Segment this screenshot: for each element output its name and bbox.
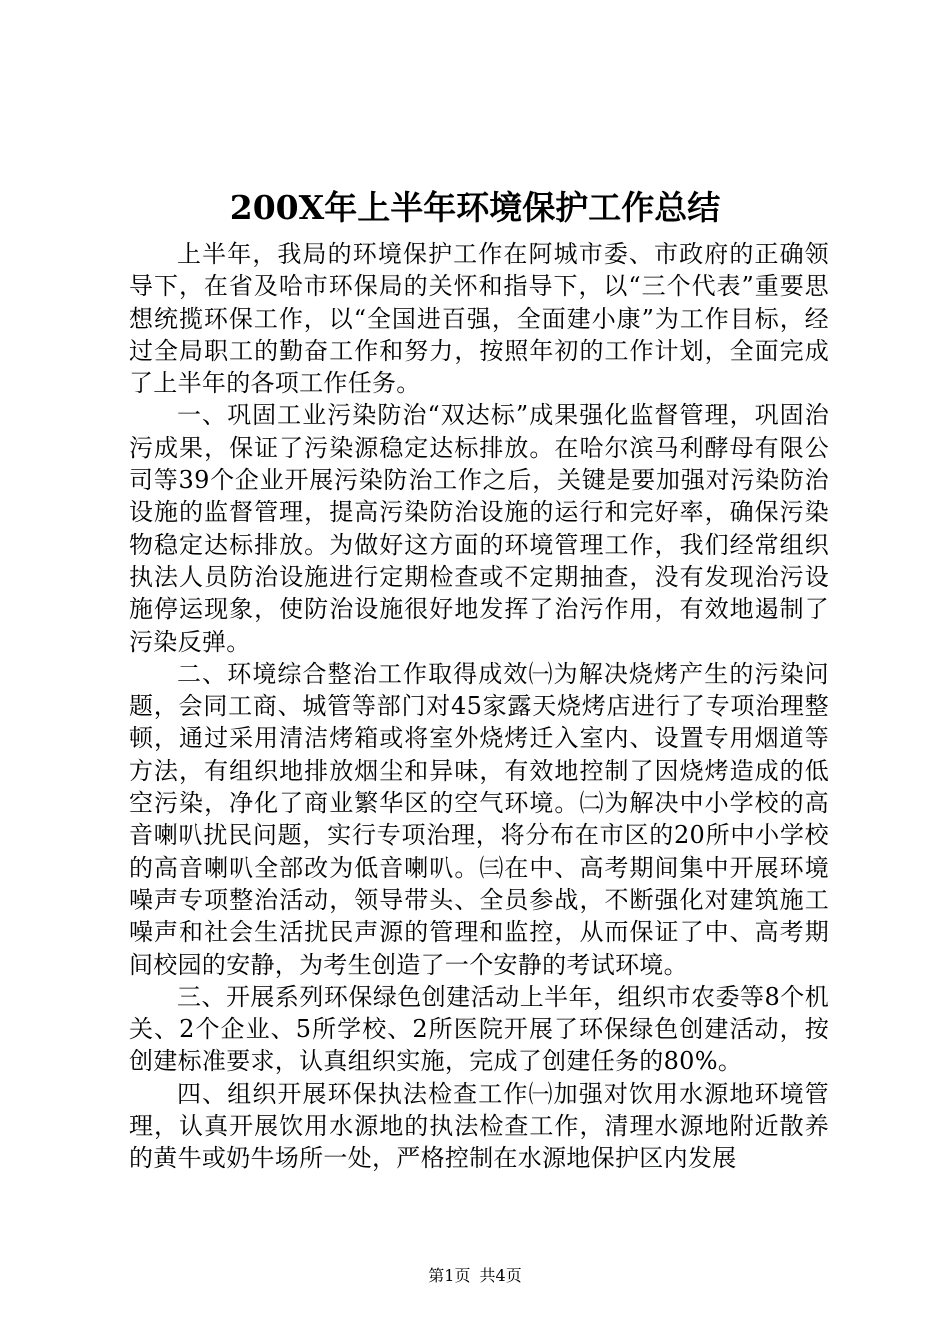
paragraph-section-3: 三、开展系列环保绿色创建活动上半年，组织市农委等8个机关、2个企业、5所学校、2所医院开展了环保绿色创建活动，按创建标准要求，认真组织实施，完成了创建任务的80%。 xyxy=(129,982,829,1076)
document-title: 200X年上半年环境保护工作总结 xyxy=(229,188,721,227)
paragraph-section-4: 四、组织开展环保执法检查工作㈠加强对饮用水源地环境管理，认真开展饮用水源地的执法检查工作，清理水源地附近散养的黄牛或奶牛场所一处，严格控制在水源地保护区内发展 xyxy=(129,1079,829,1173)
paragraph-section-2: 二、环境综合整治工作取得成效㈠为解决烧烤产生的污染问题，会同工商、城管等部门对45家露天烧烤店进行了专项治理整顿，通过采用清洁烤箱或将室外烧烤迁入室内、设置专用烟道等方法，有组织地排放烟尘和异味，有效地控制了因烧烤造成的低空污染，净化了商业繁华区的空气环境。㈡为解决中小学校的高音喇叭扰民问题，实行专项治理，将分布在市区的20所中小学校的高音喇叭全部改为低音喇叭。㈢在中、高考期间集中开展环境噪声专项整治活动，领导带头、全员参战，不断强化对建筑施工噪声和社会生活扰民声源的管理和监控，从而保证了中、高考期间校园的安静，为考生创造了一个安静的考试环境。 xyxy=(129,659,829,979)
page-number-footer: 第1页 共4页 xyxy=(428,1266,522,1285)
paragraph-intro: 上半年，我局的环境保护工作在阿城市委、市政府的正确领导下，在省及哈市环保局的关怀和指导下，以“三个代表”重要思想统揽环保工作，以“全国进百强，全面建小康”为工作目标，经过全局职工的勤奋工作和努力，按照年初的工作计划，全面完成了上半年的各项工作任务。 xyxy=(129,240,829,398)
paragraph-section-1: 一、巩固工业污染防治“双达标”成果强化监督管理，巩固治污成果，保证了污染源稳定达标排放。在哈尔滨马利酵母有限公司等39个企业开展污染防治工作之后，关键是要加强对污染防治设施的监督管理，提高污染防治设施的运行和完好率，确保污染物稳定达标排放。为做好这方面的环境管理工作，我们经常组织执法人员防治设施进行定期检查或不定期抽查，没有发现治污设施停运现象，使防治设施很好地发挥了治污作用，有效地遏制了污染反弹。 xyxy=(129,401,829,656)
document-body xyxy=(129,238,829,1175)
